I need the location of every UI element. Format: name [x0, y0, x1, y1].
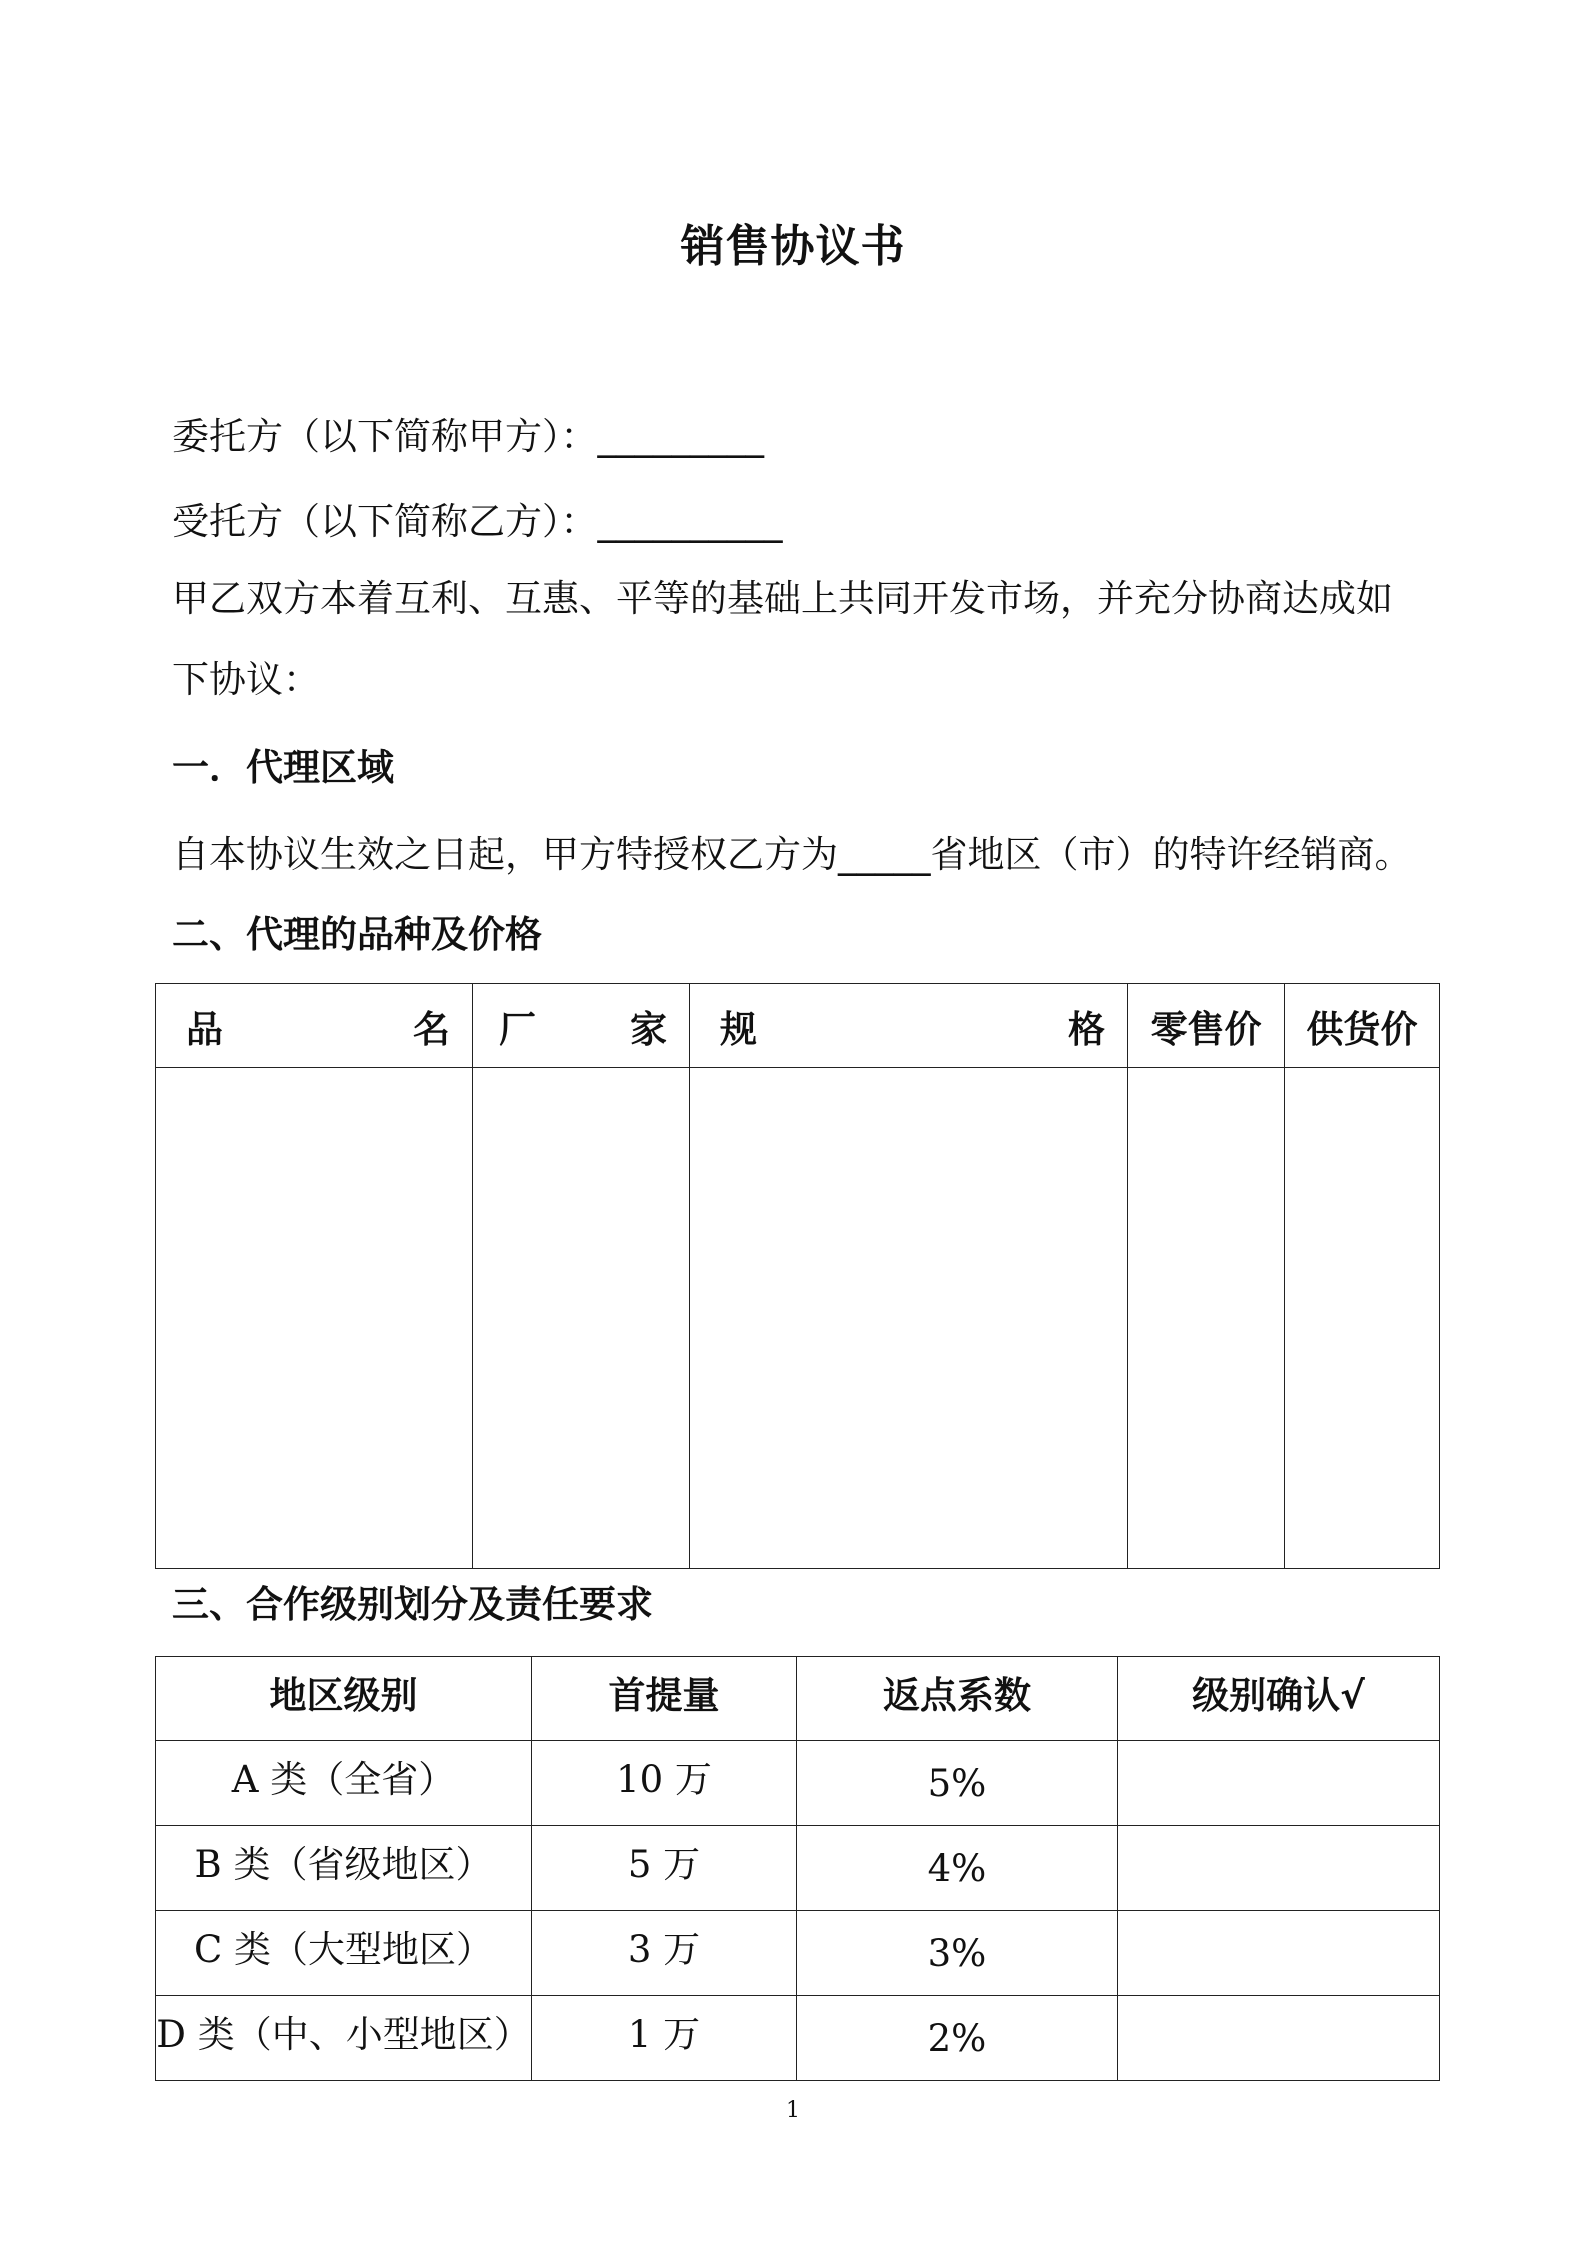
section-2-heading: 二、代理的品种及价格 — [172, 913, 542, 956]
cell-region-level: C 类（大型地区） — [156, 1911, 532, 1996]
cell-rebate-rate: 5% — [797, 1741, 1118, 1826]
cell-level-confirm — [1118, 1826, 1440, 1911]
table-cell-empty — [690, 1068, 1128, 1569]
table-row — [156, 1826, 1440, 1911]
cell-region-level: D 类（中、小型地区） — [156, 1996, 532, 2081]
header-level-confirm: 级别确认√ — [1118, 1657, 1440, 1741]
section-3-heading: 三、合作级别划分及责任要求 — [172, 1583, 653, 1626]
cell-rebate-rate: 4% — [797, 1826, 1118, 1911]
header-label: 厂 — [499, 1007, 536, 1051]
table-cell-empty — [1285, 1068, 1440, 1569]
party-b-line: 受托方（以下简称乙方）：__________ — [172, 500, 783, 543]
header-region-level: 地区级别 — [156, 1657, 532, 1741]
header-label: 格 — [1068, 1007, 1105, 1051]
document-title: 销售协议书 — [680, 221, 906, 272]
cell-first-order: 10 万 — [532, 1741, 797, 1826]
cell-level-confirm — [1118, 1996, 1440, 2081]
cell-level-confirm — [1118, 1911, 1440, 1996]
header-label: 家 — [630, 1007, 667, 1051]
table-row — [156, 1996, 1440, 2081]
cell-rebate-rate: 3% — [797, 1911, 1118, 1996]
header-label: 名 — [413, 1007, 450, 1051]
cell-first-order: 5 万 — [532, 1826, 797, 1911]
header-label: 规 — [720, 1007, 757, 1051]
header-label: 品 — [186, 1007, 223, 1051]
header-product-name — [156, 984, 473, 1068]
cell-level-confirm — [1118, 1741, 1440, 1826]
header-specification — [690, 984, 1128, 1068]
products-price-table — [155, 983, 1440, 1569]
header-supply-price: 供货价 — [1285, 984, 1440, 1068]
table-header-row — [156, 1657, 1440, 1741]
cell-first-order: 1 万 — [532, 1996, 797, 2081]
table-row — [156, 1741, 1440, 1826]
intro-paragraph-line-2: 下协议： — [172, 658, 320, 701]
table-cell-empty — [156, 1068, 473, 1569]
cell-region-level: B 类（省级地区） — [156, 1826, 532, 1911]
header-first-order: 首提量 — [532, 1657, 797, 1741]
cell-rebate-rate: 2% — [797, 1996, 1118, 2081]
page-number: 1 — [786, 2098, 800, 2123]
header-rebate-rate: 返点系数 — [797, 1657, 1118, 1741]
section-1-heading: 一．代理区域 — [172, 746, 394, 789]
table-cell-empty — [473, 1068, 690, 1569]
section-1-text: 自本协议生效之日起，甲方特授权乙方为_____省地区（市）的特许经销商。 — [172, 833, 1412, 876]
table-cell-empty — [1128, 1068, 1285, 1569]
cooperation-levels-table — [155, 1656, 1440, 2081]
header-retail-price: 零售价 — [1128, 984, 1285, 1068]
table-row — [156, 1911, 1440, 1996]
cell-first-order: 3 万 — [532, 1911, 797, 1996]
intro-paragraph-line-1: 甲乙双方本着互利、互惠、平等的基础上共同开发市场，并充分协商达成如 — [172, 577, 1393, 620]
party-a-line: 委托方（以下简称甲方）：_________ — [172, 415, 764, 458]
table-row — [156, 1068, 1440, 1569]
header-manufacturer — [473, 984, 690, 1068]
table-header-row — [156, 984, 1440, 1068]
cell-region-level: A 类（全省） — [156, 1741, 532, 1826]
